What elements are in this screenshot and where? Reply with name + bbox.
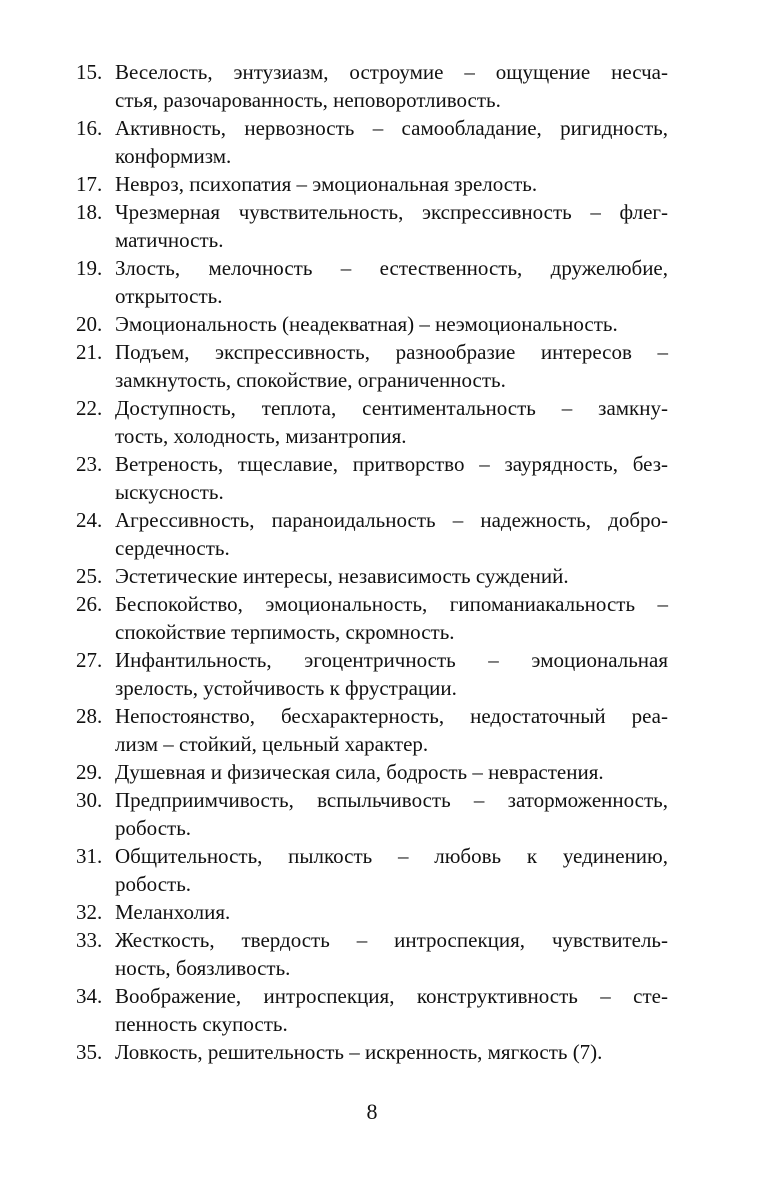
- item-text-line: Эстетические интересы, независимость суждений.: [115, 564, 569, 588]
- list-item: [76, 590, 668, 646]
- item-text-line: Непостоянство, бесхарактерность, недостаточный реа-: [115, 704, 668, 728]
- item-number: 29.: [76, 760, 103, 784]
- item-text-line: конформизм.: [115, 144, 232, 168]
- item-text-line: Активность, нервозность – самообладание, ригидность,: [115, 116, 668, 140]
- item-text: [115, 758, 668, 786]
- item-text-line: робость.: [115, 872, 192, 896]
- item-number: 25.: [76, 564, 103, 588]
- item-text-line: тость, холодность, мизантропия.: [115, 424, 407, 448]
- item-text: [115, 842, 668, 898]
- numbered-list: [76, 58, 668, 1066]
- item-number: 30.: [76, 788, 103, 812]
- item-text-line: лизм – стойкий, цельный характер.: [115, 732, 429, 756]
- list-item: [76, 646, 668, 702]
- item-number: 27.: [76, 648, 103, 672]
- item-text-line: робость.: [115, 816, 192, 840]
- item-number: 18.: [76, 200, 103, 224]
- item-text-line: Невроз, психопатия – эмоциональная зрелость.: [115, 172, 538, 196]
- list-item: [76, 198, 668, 254]
- item-text-line: Доступность, теплота, сентиментальность – замкну-: [115, 396, 668, 420]
- item-text: [115, 590, 668, 646]
- list-item: [76, 450, 668, 506]
- item-text-line: открытость.: [115, 284, 223, 308]
- item-text: [115, 450, 668, 506]
- list-item: [76, 702, 668, 758]
- list-item: [76, 562, 668, 590]
- list-item: [76, 898, 668, 926]
- item-number: 21.: [76, 340, 103, 364]
- item-number: 23.: [76, 452, 103, 476]
- item-text: [115, 1038, 668, 1066]
- item-number: 19.: [76, 256, 103, 280]
- item-text: [115, 786, 668, 842]
- list-item: [76, 1038, 668, 1066]
- item-number: 15.: [76, 60, 103, 84]
- item-number: 31.: [76, 844, 103, 868]
- item-text: [115, 170, 668, 198]
- item-text-line: Душевная и физическая сила, бодрость – неврастения.: [115, 760, 604, 784]
- item-text: [115, 58, 668, 114]
- item-text-line: Чрезмерная чувствительность, экспрессивность – флег-: [115, 200, 668, 224]
- list-item: [76, 170, 668, 198]
- list-item: [76, 394, 668, 450]
- item-text-line: ность, боязливость.: [115, 956, 291, 980]
- list-item: [76, 310, 668, 338]
- item-number: 22.: [76, 396, 103, 420]
- item-text: [115, 562, 668, 590]
- list-item: [76, 338, 668, 394]
- item-text-line: Ловкость, решительность – искренность, мягкость (7).: [115, 1040, 603, 1064]
- item-text-line: Веселость, энтузиазм, остроумие – ощущение несча-: [115, 60, 668, 84]
- item-text: [115, 198, 668, 254]
- item-number: 33.: [76, 928, 103, 952]
- item-text-line: Общительность, пылкость – любовь к уединению,: [115, 844, 668, 868]
- item-number: 35.: [76, 1040, 103, 1064]
- item-text-line: Воображение, интроспекция, конструктивность – сте-: [115, 984, 668, 1008]
- item-text-line: зрелость, устойчивость к фрустрации.: [115, 676, 457, 700]
- list-item: [76, 758, 668, 786]
- item-text: [115, 926, 668, 982]
- list-item: [76, 58, 668, 114]
- item-text-line: Жесткость, твердость – интроспекция, чувствитель-: [115, 928, 668, 952]
- item-number: 32.: [76, 900, 103, 924]
- list-item: [76, 926, 668, 982]
- item-text-line: Эмоциональность (неадекватная) – неэмоциональность.: [115, 312, 618, 336]
- list-item: [76, 786, 668, 842]
- item-text: [115, 702, 668, 758]
- list-item: [76, 114, 668, 170]
- item-number: 16.: [76, 116, 103, 140]
- item-text: [115, 646, 668, 702]
- item-text-line: Инфантильность, эгоцентричность – эмоциональная: [115, 648, 668, 672]
- item-text-line: спокойствие терпимость, скромность.: [115, 620, 455, 644]
- item-text: [115, 394, 668, 450]
- item-text: [115, 506, 668, 562]
- item-text-line: замкнутость, спокойствие, ограниченность.: [115, 368, 506, 392]
- item-text-line: Беспокойство, эмоциональность, гипоманиакальность –: [115, 592, 668, 616]
- list-item: [76, 254, 668, 310]
- item-text-line: Злость, мелочность – естественность, дружелюбие,: [115, 256, 668, 280]
- item-number: 20.: [76, 312, 103, 336]
- item-text-line: Ветреность, тщеславие, притворство – заурядность, без-: [115, 452, 668, 476]
- list-item: [76, 842, 668, 898]
- item-text-line: ыскусность.: [115, 480, 224, 504]
- item-number: 34.: [76, 984, 103, 1008]
- item-text-line: матичность.: [115, 228, 224, 252]
- item-text-line: пенность скупость.: [115, 1012, 288, 1036]
- item-text: [115, 898, 668, 926]
- item-text-line: Агрессивность, параноидальность – надежность, добро-: [115, 508, 668, 532]
- item-text: [115, 338, 668, 394]
- item-text-line: Подъем, экспрессивность, разнообразие интересов –: [115, 340, 668, 364]
- item-text: [115, 254, 668, 310]
- item-text-line: стья, разочарованность, неповоротливость.: [115, 88, 501, 112]
- list-item: [76, 506, 668, 562]
- item-number: 24.: [76, 508, 103, 532]
- item-text-line: Предприимчивость, вспыльчивость – заторможенность,: [115, 788, 668, 812]
- page-number: 8: [366, 1099, 378, 1124]
- item-text: [115, 310, 668, 338]
- item-text: [115, 982, 668, 1038]
- item-text: [115, 114, 668, 170]
- list-item: [76, 982, 668, 1038]
- item-number: 28.: [76, 704, 103, 728]
- item-number: 26.: [76, 592, 103, 616]
- item-text-line: сердечность.: [115, 536, 230, 560]
- item-text-line: Меланхолия.: [115, 900, 231, 924]
- item-number: 17.: [76, 172, 103, 196]
